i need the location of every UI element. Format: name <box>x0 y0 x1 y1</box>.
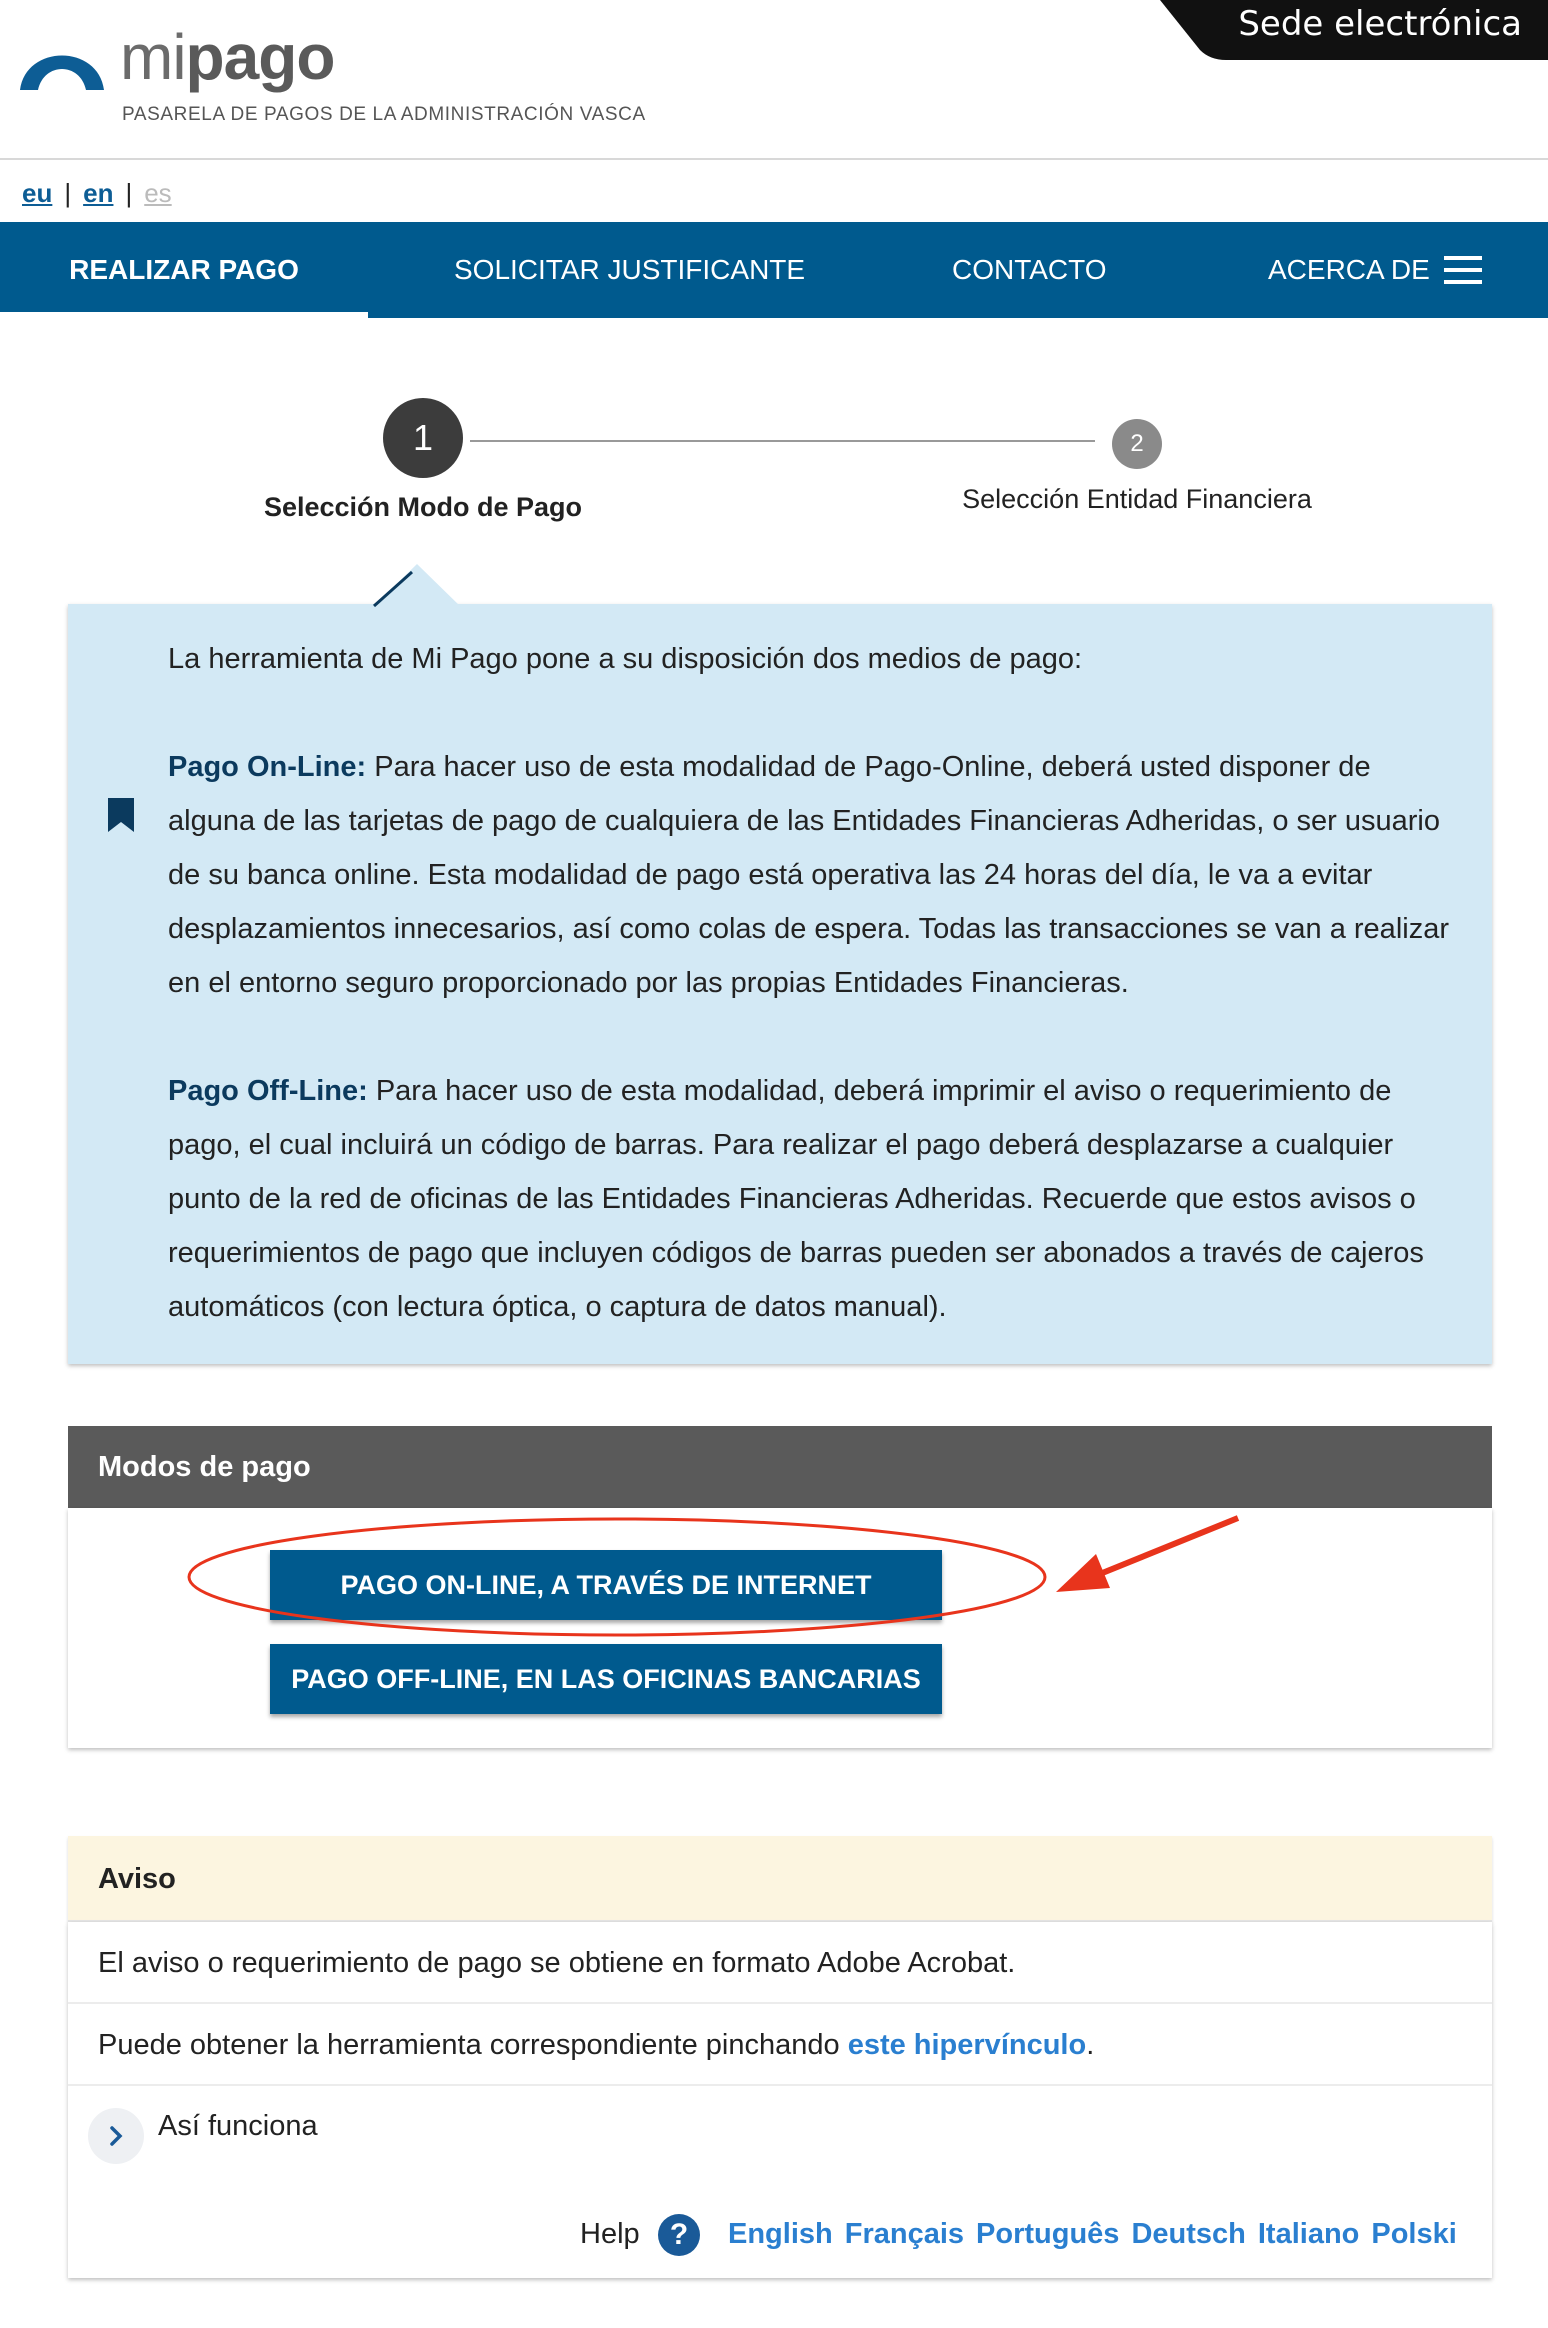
bookmark-icon <box>106 796 136 834</box>
info-intro: La herramienta de Mi Pago pone a su disposición dos medios de pago: <box>168 643 1083 675</box>
info-offline-title: Pago Off-Line: <box>168 1075 368 1107</box>
lang-separator: | <box>125 178 133 208</box>
asi-funciona-toggle[interactable] <box>68 2088 1492 2178</box>
lang-separator: | <box>64 178 72 208</box>
language-bar <box>22 178 172 209</box>
aviso-line-1: El aviso o requerimiento de pago se obtiene en formato Adobe Acrobat. <box>68 1922 1492 2004</box>
help-lang-polski[interactable]: Polski <box>1371 2218 1457 2250</box>
aviso-panel <box>68 1922 1492 2278</box>
info-online-text: Para hacer uso de esta modalidad de Pago-Online, deberá usted disponer de alguna de las tarjetas de pago de cualquiera de las Entidades Financieras Adheridas, o ser usuario de su banca online. Esta modalidad de pago está operativa las 24 horas del día, le va a evitar desplazamientos innecesarios, así como colas de espera. Todas las transacciones se van a realizar en el entorno seguro proporcionado por las propias Entidades Financieras. <box>168 751 1449 999</box>
help-languages <box>728 2218 1469 2251</box>
info-offline-paragraph <box>168 1064 1458 1334</box>
asi-funciona-label: Así funciona <box>158 2110 318 2142</box>
site-header <box>0 0 1548 160</box>
logo-text: mipago <box>120 21 335 93</box>
step-1-label: Selección Modo de Pago <box>263 492 583 522</box>
info-online-paragraph <box>168 740 1458 1010</box>
lang-eu-link[interactable]: eu <box>22 178 53 208</box>
help-lang-portugues[interactable]: Português <box>976 2218 1120 2250</box>
help-question-icon[interactable]: ? <box>658 2214 700 2256</box>
pay-online-button[interactable]: PAGO ON-LINE, A TRAVÉS DE INTERNET <box>270 1550 942 1620</box>
help-lang-italiano[interactable]: Italiano <box>1257 2218 1360 2250</box>
hamburger-menu-icon[interactable] <box>1444 256 1482 284</box>
info-text <box>168 632 1458 1334</box>
mipago-logo-icon <box>16 34 108 94</box>
adobe-hyperlink[interactable]: este hipervínculo <box>847 2029 1087 2061</box>
info-box-pointer <box>372 562 462 610</box>
stepper-line <box>470 440 1095 442</box>
aviso-header: Aviso <box>68 1836 1492 1922</box>
nav-realizar-pago[interactable]: REALIZAR PAGO <box>0 222 368 318</box>
main-navbar <box>0 222 1548 318</box>
payment-info-box <box>68 604 1492 1364</box>
step-2-indicator: 2 <box>1112 419 1162 469</box>
help-label: Help <box>580 2218 640 2250</box>
nav-solicitar-justificante[interactable]: SOLICITAR JUSTIFICANTE <box>454 254 806 285</box>
aviso-line-2: Puede obtener la herramienta correspondiente pinchando este hipervínculo. <box>68 2004 1492 2086</box>
help-lang-english[interactable]: English <box>728 2218 833 2250</box>
step-2-label: Selección Entidad Financiera <box>962 484 1312 514</box>
lang-en-link[interactable]: en <box>83 178 114 208</box>
payment-modes-header: Modos de pago <box>68 1426 1492 1508</box>
help-lang-deutsch[interactable]: Deutsch <box>1131 2218 1246 2250</box>
nav-contacto[interactable]: CONTACTO <box>952 254 1107 285</box>
pay-offline-button[interactable]: PAGO OFF-LINE, EN LAS OFICINAS BANCARIAS <box>270 1644 942 1714</box>
chevron-right-icon[interactable] <box>88 2108 144 2164</box>
logo-subtitle: PASARELA DE PAGOS DE LA ADMINISTRACIÓN VASCA <box>122 104 646 125</box>
sede-electronica-link[interactable]: Sede electrónica <box>1238 4 1522 44</box>
lang-es-current: es <box>144 178 172 208</box>
step-1-indicator: 1 <box>383 398 463 478</box>
payment-modes-panel <box>68 1508 1492 1748</box>
info-online-title: Pago On-Line: <box>168 751 367 783</box>
help-lang-francais[interactable]: Français <box>844 2218 965 2250</box>
nav-acerca-de[interactable]: ACERCA DE <box>1268 254 1430 285</box>
help-bar <box>68 2212 1492 2262</box>
info-offline-text: Para hacer uso de esta modalidad, deberá imprimir el aviso o requerimiento de pago, el cual incluirá un código de barras. Para realizar el pago deberá desplazarse a cualquier punto de la red de oficinas de las Entidades Financieras Adheridas. Recuerde que estos avisos o requerimientos de pago que incluyen códigos de barras pueden ser abonados a través de cajeros automáticos (con lectura óptica, o captura de datos manual). <box>168 1075 1424 1323</box>
